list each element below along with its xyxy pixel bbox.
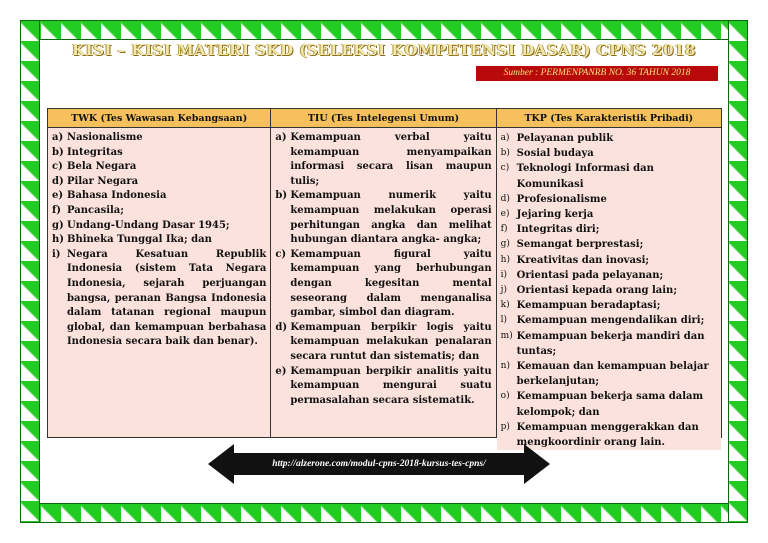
list-marker: l) — [500, 315, 508, 326]
twk-column — [48, 109, 271, 437]
list-marker: a) — [500, 133, 510, 143]
list-item — [52, 189, 266, 204]
list-item-text: Kemauan dan kemampuan belajar berkelanjutan; — [516, 361, 709, 388]
list-item — [52, 175, 266, 190]
decorative-border-right — [728, 20, 748, 523]
list-marker: i) — [500, 269, 508, 280]
list-marker: n) — [500, 361, 510, 372]
materi-table — [47, 108, 722, 449]
decorative-border-top — [20, 20, 748, 40]
list-item — [501, 389, 717, 419]
list-item — [52, 204, 266, 219]
url-link[interactable]: http://alzerone.com/modul-cpns-2018-kursus-tes-cpns/ — [272, 459, 486, 469]
list-marker: h) — [52, 234, 65, 246]
tkp-column — [497, 109, 721, 449]
list-item-text: Kemampuan numerik yaitu kemampuan melakukan operasi perhitungan angka dan melihat hubungan diantara angka- angka; — [290, 190, 492, 246]
list-item-text: Pancasila; — [67, 204, 124, 216]
list-item-text: Negara Kesatuan Republik Indonesia (sistem Tata Negara Indonesia, sejarah perjuangan bangsa, peranan Bangsa Indonesia dalam tatanan regional maupun global, dan kemampuan berbahasa Indonesia secara baik dan benar). — [67, 248, 267, 348]
list-item — [52, 131, 266, 146]
list-item-text: Kemampuan menggerakkan dan mengkoordinir orang lain. — [516, 421, 699, 449]
list-marker: i) — [52, 248, 61, 260]
list-marker: b) — [52, 146, 64, 158]
list-item-text: Kemampuan figural yaitu kemampuan yang berhubungan dengan kegesitan mental seseorang dalam menganalisa gambar, simbol dan diagram. — [290, 248, 492, 319]
list-marker: d) — [500, 193, 510, 204]
list-item-text: Pelayanan publik — [516, 133, 614, 144]
list-item — [52, 219, 266, 234]
list-item-text: Kemampuan berpikir logis yaitu kemampuan melakukan penalaran secara runtut dan sistematis; dan — [290, 321, 492, 362]
list-item-text: Jejaring kerja — [516, 209, 594, 221]
twk-header: TWK (Tes Wawasan Kebangsaan) — [48, 109, 270, 128]
list-item-text: Semangat berprestasi; — [516, 239, 644, 251]
list-item — [275, 189, 491, 247]
list-item-text: Kemampuan beradaptasi; — [516, 300, 661, 312]
list-item-text: Kemampuan verbal yaitu kemampuan menyampaikan informasi secara lisan maupun tulis; — [290, 132, 492, 187]
twk-list — [52, 131, 266, 350]
list-item — [501, 161, 717, 191]
list-item — [501, 329, 717, 359]
list-item — [501, 192, 717, 207]
list-item-text: Undang-Undang Dasar 1945; — [67, 219, 230, 231]
list-marker: c) — [275, 248, 287, 260]
tiu-list — [275, 131, 491, 408]
list-marker: b) — [500, 148, 510, 159]
list-marker: f) — [500, 224, 508, 235]
list-item — [52, 233, 266, 248]
list-item — [52, 160, 266, 175]
list-item — [501, 268, 717, 283]
list-item — [501, 131, 717, 146]
list-marker: a) — [52, 132, 64, 143]
list-marker: c) — [500, 163, 510, 174]
list-item — [52, 248, 266, 350]
list-item — [501, 313, 717, 328]
list-item — [501, 237, 717, 252]
list-marker: k) — [500, 300, 510, 311]
list-item — [501, 283, 717, 298]
list-item-text: Kemampuan bekerja sama dalam kelompok; dan — [516, 391, 704, 418]
list-item — [501, 298, 717, 313]
list-marker: e) — [52, 190, 64, 202]
list-item-text: Sosial budaya — [516, 148, 594, 160]
url-arrow-banner[interactable] — [208, 441, 550, 487]
list-item — [501, 146, 717, 161]
decorative-border-left — [20, 20, 40, 523]
list-marker: b) — [275, 190, 288, 202]
list-item-text: Pilar Negara — [67, 175, 139, 187]
list-item — [501, 222, 717, 237]
list-item-text: Nasionalisme — [67, 132, 143, 143]
list-item-text: Integritas — [67, 146, 123, 158]
list-marker: e) — [500, 209, 510, 220]
list-marker: p) — [500, 421, 510, 432]
list-item-text: Teknologi Informasi dan Komunikasi — [516, 163, 654, 190]
list-marker: c) — [52, 161, 63, 173]
list-item-text: Bela Negara — [67, 161, 137, 173]
tkp-header: TKP (Tes Karakteristik Pribadi) — [497, 109, 721, 128]
list-item-text: Orientasi kepada orang lain; — [516, 285, 678, 297]
list-item — [275, 131, 491, 189]
list-item-text: Kemampuan bekerja mandiri dan tuntas; — [516, 330, 705, 357]
list-item-text: Orientasi pada pelayanan; — [516, 269, 664, 281]
list-marker: g) — [52, 219, 64, 231]
list-item-text: Integritas diri; — [516, 224, 600, 236]
list-item-text: Bhineka Tunggal Ika; dan — [67, 234, 212, 246]
list-marker: j) — [500, 285, 507, 296]
list-item-text: Profesionalisme — [516, 193, 607, 205]
list-item — [52, 146, 266, 161]
list-item — [275, 248, 491, 321]
list-marker: e) — [275, 365, 287, 377]
list-marker: d) — [52, 175, 64, 187]
list-marker: g) — [500, 239, 510, 250]
list-item — [501, 253, 717, 268]
list-marker: m) — [500, 330, 513, 341]
list-marker: d) — [275, 321, 288, 333]
tiu-column — [271, 109, 496, 437]
list-marker: o) — [500, 391, 510, 402]
list-item — [275, 365, 491, 409]
page-title: KISI – KISI MATERI SKD (SELEKSI KOMPETENSI DASAR) CPNS 2018 — [72, 41, 696, 59]
list-item — [501, 359, 717, 389]
source-label: Sumber : PERMENPANRB NO. 36 TAHUN 2018 — [476, 66, 718, 81]
list-marker: f) — [52, 204, 62, 216]
list-item-text: Kemampuan berpikir analitis yaitu kemampuan mengurai suatu permasalahan secara sistematik. — [290, 365, 492, 406]
list-marker: a) — [275, 132, 287, 143]
list-item — [501, 207, 717, 222]
tiu-header: TIU (Tes Intelegensi Umum) — [271, 109, 495, 128]
list-item-text: Bahasa Indonesia — [67, 190, 167, 202]
list-item-text: Kemampuan mengendalikan diri; — [516, 315, 705, 327]
list-item — [275, 321, 491, 365]
tkp-list — [501, 131, 717, 450]
list-item-text: Kreativitas dan inovasi; — [516, 254, 650, 266]
decorative-border-bottom — [20, 503, 748, 523]
list-marker: h) — [500, 254, 510, 265]
